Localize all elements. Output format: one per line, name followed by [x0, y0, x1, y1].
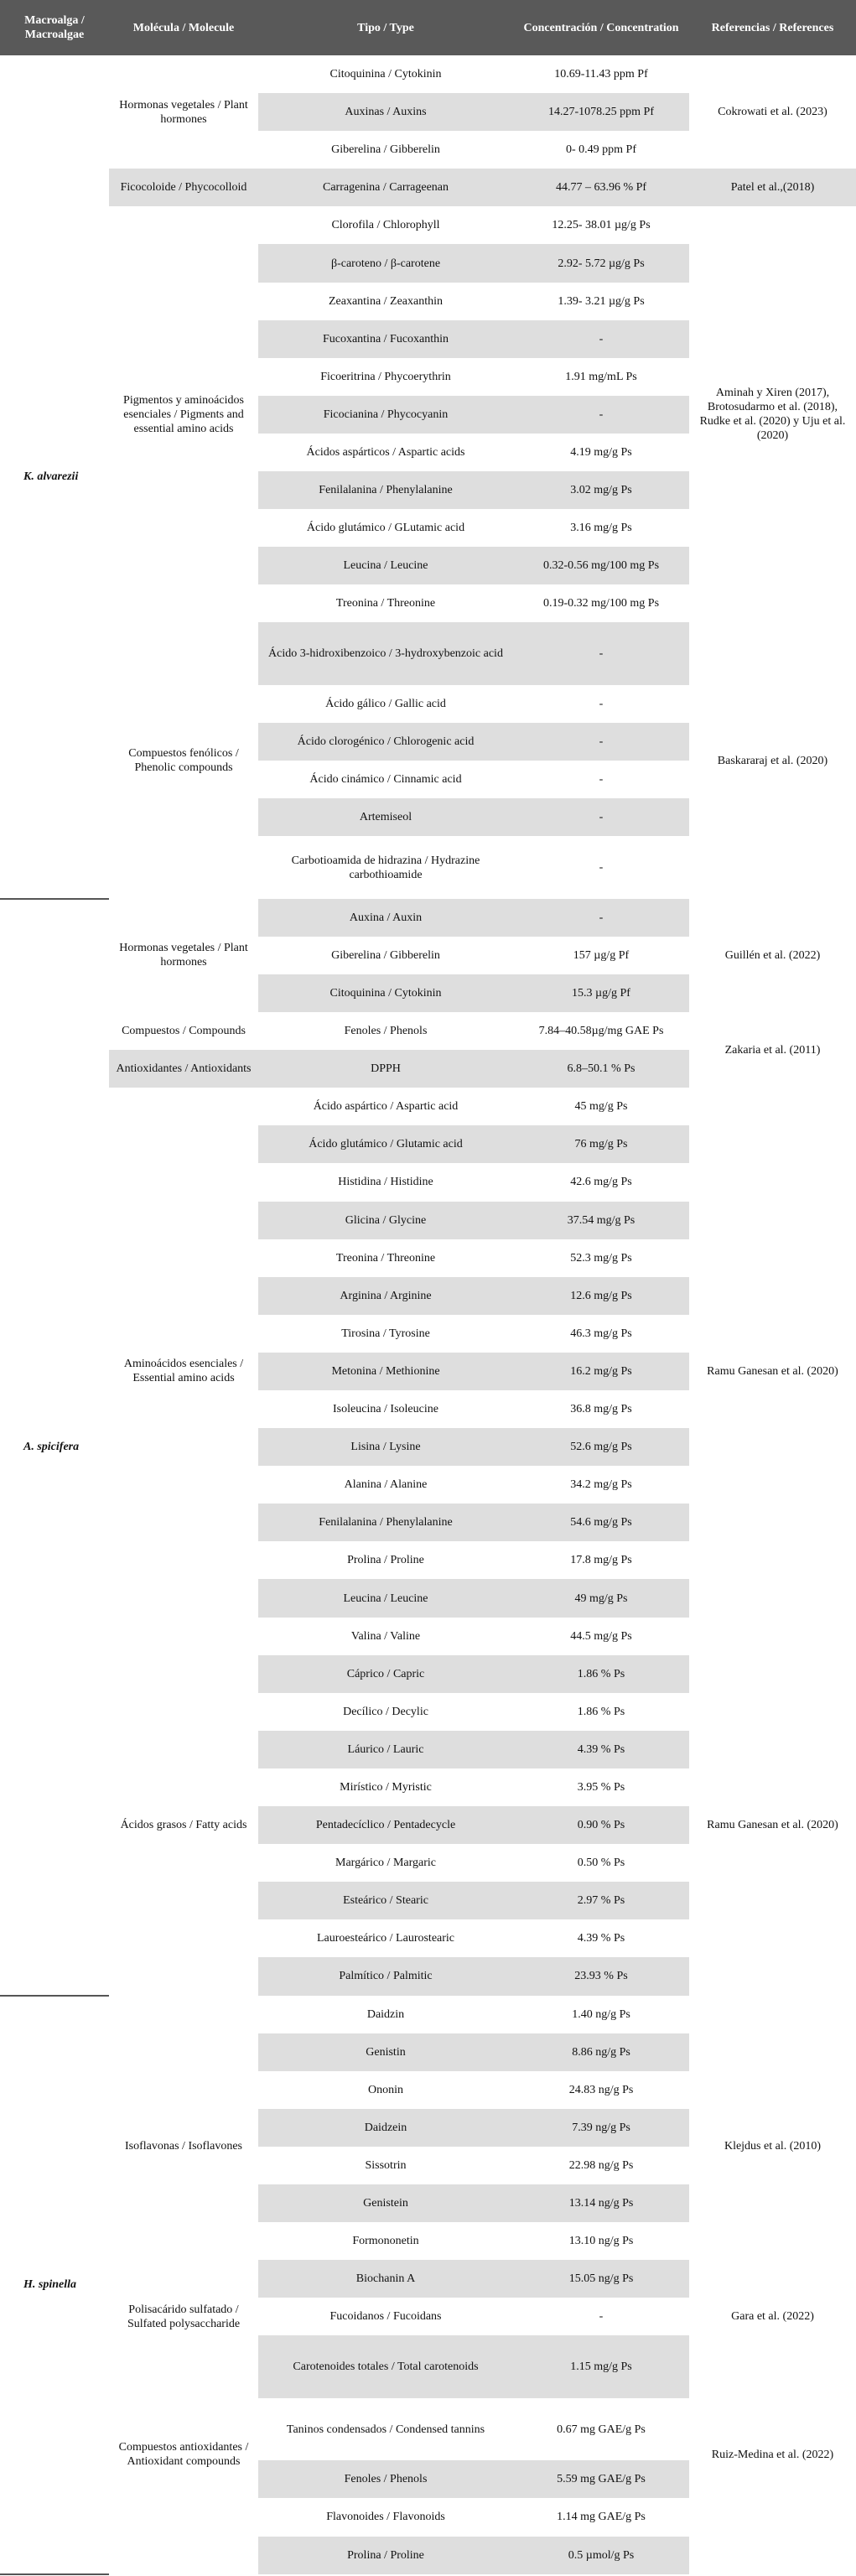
- compound-type: Flavonoides / Flavonoids: [326, 2511, 445, 2524]
- compound-type: Biochanin A: [258, 2260, 513, 2298]
- molecule-category: Ácidos grasos / Fatty acids: [109, 1655, 258, 1996]
- concentration-value: 52.3 mg/g Ps: [570, 1251, 632, 1265]
- table-row: [0, 55, 856, 93]
- molecule-category: Ficocoloide / Phycocolloid: [109, 169, 258, 206]
- concentration-value: -: [599, 861, 604, 875]
- table-row: [0, 1996, 856, 2033]
- compound-type: Esteárico / Stearic: [258, 1882, 513, 1919]
- compound-type: Pentadecíclico / Pentadecycle: [258, 1806, 513, 1844]
- concentration-value: 13.14 ng/g Ps: [513, 2184, 689, 2222]
- concentration-value: 1.86 % Ps: [577, 1705, 625, 1718]
- compound-type: Histidina / Histidine: [338, 1176, 433, 1189]
- concentration-value: 6.8–50.1 % Ps: [513, 1050, 689, 1088]
- molecule-category: Antioxidantes / Antioxidants: [109, 1050, 258, 1088]
- concentration-value: -: [513, 899, 689, 937]
- concentration-value: 1.86 % Ps: [513, 1655, 689, 1693]
- concentration-value: 1.14 mg GAE/g Ps: [557, 2511, 646, 2524]
- concentration-value: 0.90 % Ps: [513, 1806, 689, 1844]
- compound-type: Tirosina / Tyrosine: [341, 1327, 430, 1340]
- compound-type: Lauroesteárico / Laurostearic: [316, 1932, 455, 1945]
- concentration-value: 7.84–40.58µg/mg GAE Ps: [538, 1025, 664, 1038]
- compound-type: Valina / Valine: [350, 1629, 421, 1643]
- compound-type: Auxina / Auxin: [258, 899, 513, 937]
- concentration-value: -: [513, 723, 689, 761]
- concentration-value: -: [599, 2310, 604, 2324]
- compound-type: DPPH: [258, 1050, 513, 1088]
- molecule-category: Compuestos antioxidantes / Antioxidant compounds: [109, 2335, 258, 2573]
- compound-type: Ácido 3-hidroxibenzoico / 3-hydroxybenzoic acid: [258, 622, 513, 685]
- concentration-value: -: [513, 320, 689, 358]
- molecule-category: Polisacárido sulfatado / Sulfated polysaccharide: [109, 2298, 258, 2335]
- concentration-value: 1.39- 3.21 µg/g Ps: [558, 294, 645, 308]
- compound-type: Metonina / Methionine: [258, 1353, 513, 1390]
- concentration-value: 45 mg/g Ps: [574, 1100, 628, 1114]
- header-row: [0, 0, 856, 55]
- compound-type: Genistein: [258, 2184, 513, 2222]
- compound-type: Leucina / Leucine: [258, 547, 513, 584]
- header-macroalga: Macroalga / Macroalgae: [0, 0, 109, 55]
- concentration-value: 4.19 mg/g Ps: [570, 445, 632, 459]
- compound-type: Ficoeritrina / Phycoerythrin: [320, 370, 451, 383]
- table-row: [0, 1088, 856, 1125]
- concentration-value: -: [513, 622, 689, 685]
- table-row: [0, 1655, 856, 1693]
- compound-type: Arginina / Arginine: [258, 1277, 513, 1315]
- table-row: [0, 2335, 856, 2398]
- compound-type: Fenilalanina / Phenylalanine: [258, 1504, 513, 1541]
- concentration-value: 36.8 mg/g Ps: [570, 1403, 632, 1416]
- concentration-value: 7.39 ng/g Ps: [513, 2109, 689, 2147]
- concentration-value: -: [599, 697, 604, 710]
- compound-type: Citoquinina / Cytokinin: [258, 974, 513, 1012]
- table-row: [0, 1012, 856, 1050]
- concentration-value: 42.6 mg/g Ps: [570, 1176, 632, 1189]
- concentration-value: 23.93 % Ps: [513, 1957, 689, 1995]
- concentration-value: 34.2 mg/g Ps: [570, 1478, 632, 1492]
- concentration-value: 3.02 mg/g Ps: [513, 471, 689, 509]
- compound-type: Carotenoides totales / Total carotenoids: [258, 2335, 513, 2398]
- compound-type: Fenoles / Phenols: [258, 2460, 513, 2498]
- concentration-value: 76 mg/g Ps: [513, 1125, 689, 1163]
- reference-citation: Klejdus et al. (2010): [689, 1996, 856, 2298]
- compound-type: Fenilalanina / Phenylalanine: [258, 471, 513, 509]
- concentration-value: 4.39 % Ps: [577, 1932, 625, 1945]
- compound-type: Ficocianina / Phycocyanin: [258, 396, 513, 434]
- reference-citation: Baskararaj et al. (2020): [689, 622, 856, 898]
- compound-type: Isoleucina / Isoleucine: [333, 1403, 438, 1416]
- concentration-value: -: [513, 798, 689, 836]
- compound-type: Ácido cinámico / Cinnamic acid: [309, 773, 462, 787]
- compound-type: Ácido glutámico / GLutamic acid: [306, 522, 465, 535]
- concentration-value: 46.3 mg/g Ps: [570, 1327, 632, 1340]
- table-body: [0, 55, 856, 2574]
- header-concentration: Concentración / Concentration: [513, 0, 689, 55]
- concentration-value: 0.50 % Ps: [577, 1857, 625, 1870]
- concentration-value: 5.59 mg GAE/g Ps: [513, 2460, 689, 2498]
- concentration-value: 1.91 mg/mL Ps: [565, 370, 637, 383]
- molecule-category: Compuestos / Compounds: [109, 1012, 258, 1050]
- concentration-value: 0.5 µmol/g Ps: [513, 2537, 689, 2574]
- compound-type: Carbotioamida de hidrazina / Hydrazine carbothioamide: [291, 854, 480, 881]
- compound-type: Glicina / Glycine: [258, 1202, 513, 1239]
- table-row: [0, 206, 856, 244]
- concentration-value: 44.5 mg/g Ps: [570, 1629, 632, 1643]
- concentration-value: 1.40 ng/g Ps: [572, 2007, 630, 2021]
- compound-type: Ácido clorogénico / Chlorogenic acid: [258, 723, 513, 761]
- concentration-value: 0.67 mg GAE/g Ps: [557, 2423, 646, 2436]
- compound-type: Sissotrin: [365, 2158, 407, 2172]
- concentration-value: 37.54 mg/g Ps: [513, 1202, 689, 1239]
- header-molecule: Molécula / Molecule: [109, 0, 258, 55]
- compound-type: Daidzein: [258, 2109, 513, 2147]
- reference-citation: Ramu Ganesan et al. (2020): [689, 1655, 856, 1996]
- compound-type: Prolina / Proline: [347, 1554, 424, 1567]
- compound-type: Artemiseol: [258, 798, 513, 836]
- concentration-value: 49 mg/g Ps: [513, 1579, 689, 1617]
- compound-type: Láurico / Lauric: [258, 1731, 513, 1768]
- concentration-value: 3.16 mg/g Ps: [570, 522, 632, 535]
- concentration-value: 8.86 ng/g Ps: [513, 2033, 689, 2071]
- compound-type: Leucina / Leucine: [258, 1579, 513, 1617]
- concentration-value: -: [599, 773, 604, 787]
- compound-type: Auxinas / Auxins: [258, 93, 513, 131]
- compound-type: Mirístico / Myristic: [340, 1780, 432, 1794]
- compound-type: Zeaxantina / Zeaxanthin: [328, 294, 444, 308]
- compound-type: Fucoxantina / Fucoxanthin: [258, 320, 513, 358]
- compound-type: Giberelina / Gibberelin: [331, 948, 440, 962]
- molecule-category: Hormonas vegetales / Plant hormones: [109, 55, 258, 169]
- compound-type: Margárico / Margaric: [335, 1857, 436, 1870]
- concentration-value: 157 µg/g Pf: [573, 948, 630, 962]
- compound-type: Ácido aspártico / Aspartic acid: [313, 1100, 459, 1114]
- compound-type: Cáprico / Capric: [258, 1655, 513, 1693]
- concentration-value: -: [513, 396, 689, 434]
- reference-citation: Zakaria et al. (2011): [689, 1012, 856, 1088]
- table-row: [0, 622, 856, 685]
- concentration-value: 44.77 – 63.96 % Pf: [513, 169, 689, 206]
- species-name: A. spicifera: [0, 899, 109, 1996]
- concentration-value: 17.8 mg/g Ps: [570, 1554, 632, 1567]
- compound-type: Palmítico / Palmitic: [258, 1957, 513, 1995]
- reference-citation: Patel et al.,(2018): [689, 169, 856, 206]
- concentration-value: 14.27-1078.25 ppm Pf: [513, 93, 689, 131]
- compound-type: Clorofila / Chlorophyll: [331, 219, 440, 232]
- concentration-value: 2.92- 5.72 µg/g Ps: [513, 244, 689, 282]
- compound-type: Taninos condensados / Condensed tannins: [286, 2423, 485, 2436]
- compound-type: Genistin: [258, 2033, 513, 2071]
- table-row: [0, 169, 856, 206]
- concentration-value: 4.39 % Ps: [513, 1731, 689, 1768]
- table-row: [0, 2298, 856, 2335]
- molecule-category: Aminoácidos esenciales / Essential amino acids: [109, 1088, 258, 1654]
- concentration-value: 15.05 ng/g Ps: [513, 2260, 689, 2298]
- compound-type: Ácidos aspárticos / Aspartic acids: [306, 445, 465, 459]
- concentration-value: 52.6 mg/g Ps: [513, 1428, 689, 1466]
- molecule-category: Isoflavonas / Isoflavones: [109, 1996, 258, 2298]
- table-row: [0, 899, 856, 937]
- compound-type: Ononin: [368, 2083, 403, 2096]
- compound-type: Daidzin: [366, 2007, 405, 2021]
- molecule-category: Pigmentos y aminoácidos esenciales / Pigments and essential amino acids: [109, 206, 258, 622]
- reference-citation: Ruiz-Medina et al. (2022): [689, 2335, 856, 2573]
- concentration-value: 10.69-11.43 ppm Pf: [554, 68, 648, 81]
- concentration-value: 13.10 ng/g Ps: [568, 2235, 634, 2248]
- concentration-value: 22.98 ng/g Ps: [568, 2158, 634, 2172]
- compound-type: β-caroteno / β-carotene: [258, 244, 513, 282]
- concentration-value: 0.19-0.32 mg/100 mg Ps: [542, 597, 660, 610]
- reference-citation: Cokrowati et al. (2023): [689, 55, 856, 169]
- compound-type: Giberelina / Gibberelin: [331, 143, 440, 157]
- header-references: Referencias / References: [689, 0, 856, 55]
- reference-citation: Guillén et al. (2022): [689, 899, 856, 1012]
- species-name: K. alvarezii: [0, 55, 109, 899]
- concentration-value: 12.25- 38.01 µg/g Ps: [552, 219, 651, 232]
- compound-type: Citoquinina / Cytokinin: [329, 68, 442, 81]
- concentration-value: 16.2 mg/g Ps: [513, 1353, 689, 1390]
- concentration-value: 24.83 ng/g Ps: [568, 2083, 634, 2096]
- compound-type: Ácido gálico / Gallic acid: [325, 697, 446, 710]
- compound-type: Carragenina / Carrageenan: [258, 169, 513, 206]
- concentration-value: 0.32-0.56 mg/100 mg Ps: [513, 547, 689, 584]
- concentration-value: 15.3 µg/g Pf: [513, 974, 689, 1012]
- concentration-value: 54.6 mg/g Ps: [513, 1504, 689, 1541]
- header-type: Tipo / Type: [258, 0, 513, 55]
- compound-type: Lisina / Lysine: [258, 1428, 513, 1466]
- reference-citation: Ramu Ganesan et al. (2020): [689, 1088, 856, 1654]
- compound-type: Decílico / Decylic: [343, 1705, 428, 1718]
- concentration-value: 1.15 mg/g Ps: [513, 2335, 689, 2398]
- compound-type: Treonina / Threonine: [335, 597, 436, 610]
- reference-citation: Aminah y Xiren (2017), Brotosudarmo et al. (2018), Rudke et al. (2020) y Uju et al. (2020): [689, 206, 856, 622]
- compound-type: Treonina / Threonine: [335, 1251, 436, 1265]
- compound-type: Ácido glutámico / Glutamic acid: [258, 1125, 513, 1163]
- compound-type: Alanina / Alanine: [344, 1478, 428, 1492]
- compound-type: Formononetin: [352, 2235, 419, 2248]
- compound-type: Fenoles / Phenols: [344, 1025, 428, 1038]
- concentration-value: 12.6 mg/g Ps: [513, 1277, 689, 1315]
- species-name: H. spinella: [0, 1996, 109, 2574]
- molecule-category: Compuestos fenólicos / Phenolic compounds: [109, 622, 258, 898]
- concentration-value: 3.95 % Ps: [577, 1780, 625, 1794]
- compound-type: Fucoidanos / Fucoidans: [329, 2310, 442, 2324]
- compound-type: Prolina / Proline: [258, 2537, 513, 2574]
- concentration-value: 2.97 % Ps: [513, 1882, 689, 1919]
- concentration-value: 0- 0.49 ppm Pf: [566, 143, 636, 157]
- molecule-category: Hormonas vegetales / Plant hormones: [109, 899, 258, 1012]
- reference-citation: Gara et al. (2022): [689, 2298, 856, 2335]
